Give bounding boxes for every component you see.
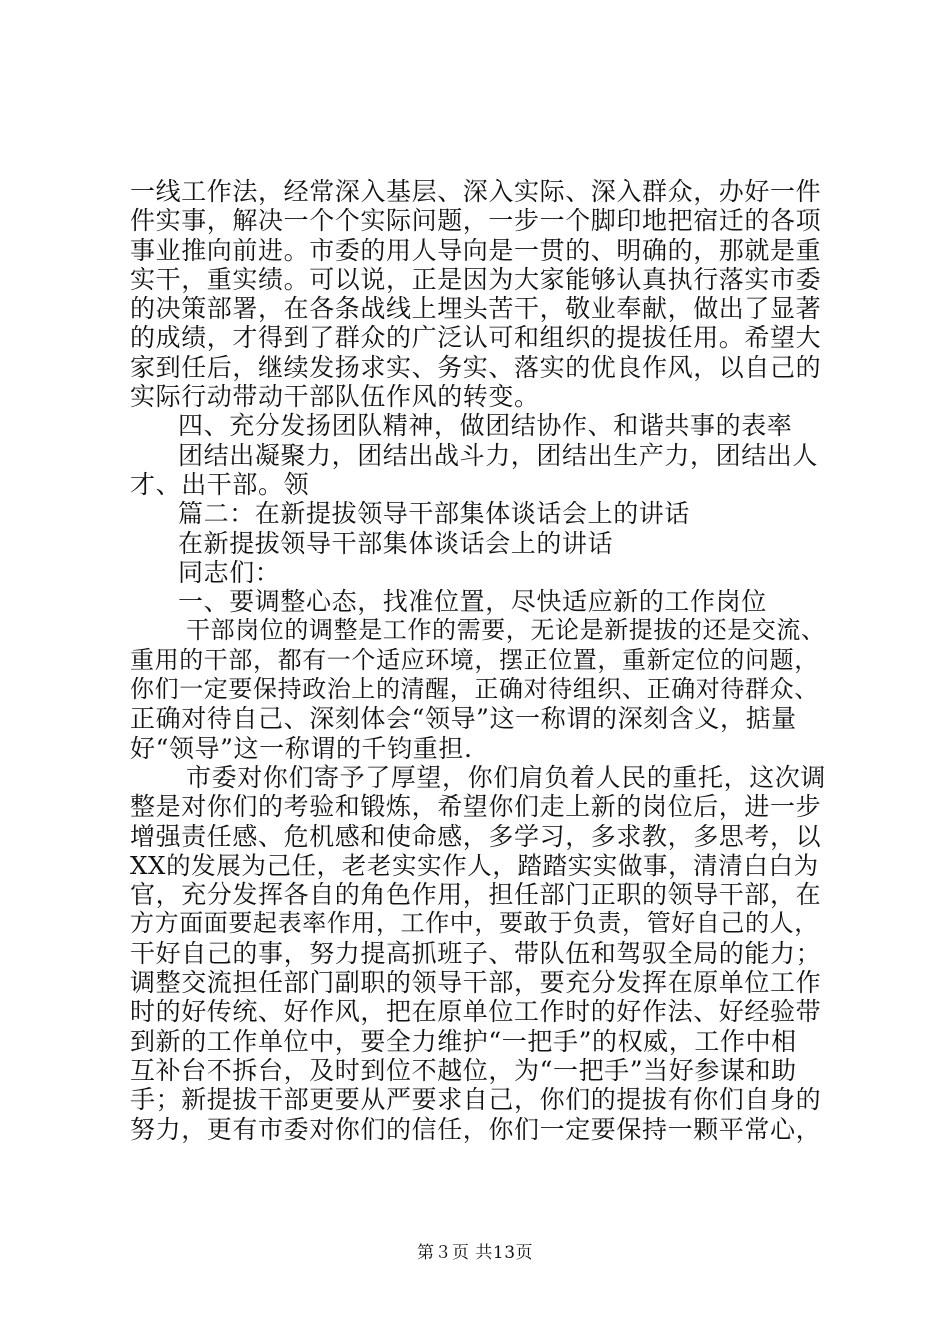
text-line: 一、要调整心态，找准位置，尽快适应新的工作岗位 bbox=[178, 587, 767, 617]
text-line: 市委对你们寄予了厚望，你们肩负着人民的重托，这次调 bbox=[186, 762, 827, 792]
text-line: 整是对你们的考验和锻炼，希望你们走上新的岗位后，进一步 bbox=[130, 792, 822, 822]
text-line: 官，充分发挥各自的角色作用，担任部门正职的领导干部，在 bbox=[130, 880, 822, 910]
text-line: 篇二：在新提拔领导干部集体谈话会上的讲话 bbox=[178, 499, 691, 529]
text-line: 增强责任感、危机感和使命感，多学习，多求教，多思考，以 bbox=[130, 821, 822, 851]
text-line: 调整交流担任部门副职的领导干部，要充分发挥在原单位工作 bbox=[130, 968, 822, 998]
text-line: 努力，更有市委对你们的信任，你们一定要保持一颗平常心， bbox=[130, 1114, 822, 1144]
text-line: 事业推向前进。市委的用人导向是一贯的、明确的，那就是重 bbox=[130, 235, 822, 265]
text-line: 实干，重实绩。可以说，正是因为大家能够认真执行落实市委 bbox=[130, 264, 822, 294]
text-line: 手；新提拔干部更要从严要求自己，你们的提拔有你们自身的 bbox=[130, 1085, 822, 1115]
text-line: 团结出凝聚力，团结出战斗力，团结出生产力，团结出人 bbox=[178, 440, 819, 470]
text-line: 四、充分发扬团队精神，做团结协作、和谐共事的表率 bbox=[178, 411, 793, 441]
text-line: 干好自己的事，努力提高抓班子、带队伍和驾驭全局的能力； bbox=[130, 938, 822, 968]
text-line: 互补台不拆台，及时到位不越位，为“一把手”当好参谋和助 bbox=[130, 1055, 797, 1085]
text-line: 干部岗位的调整是工作的需要，无论是新提拔的还是交流、 bbox=[186, 616, 826, 645]
document-body bbox=[130, 177, 830, 1144]
page-number-footer: 第３页 共13页 bbox=[416, 1243, 534, 1263]
text-line: 正确对待自己、深刻体会“领导”这一称谓的深刻含义，掂量 bbox=[130, 704, 797, 734]
text-line: 到新的工作单位中，要全力维护“一把手”的权威，工作中相 bbox=[130, 1026, 797, 1056]
text-line: 的决策部署，在各条战线上埋头苦干，敬业奉献，做出了显著 bbox=[130, 294, 822, 324]
text-line: 实际行动带动干部队伍作风的转变。 bbox=[130, 382, 540, 412]
text-line: 件实事，解决一个个实际问题，一步一个脚印地把宿迁的各项 bbox=[130, 206, 822, 236]
text-line: 时的好传统、好作风，把在原单位工作时的好作法、好经验带 bbox=[130, 997, 822, 1027]
text-line: XX的发展为己任，老老实实作人，踏踏实实做事，清清白白为 bbox=[130, 850, 819, 880]
text-line: 方方面面要起表率作用，工作中，要敢于负责，管好自己的人， bbox=[130, 909, 819, 938]
text-line: 在新提拔领导干部集体谈话会上的讲话 bbox=[178, 528, 614, 558]
text-line: 你们一定要保持政治上的清醒，正确对待组织、正确对待群众、 bbox=[130, 675, 819, 704]
text-line: 好“领导”这一称谓的千钧重担. bbox=[130, 733, 473, 763]
text-line: 同志们： bbox=[178, 557, 281, 587]
text-line: 家到任后，继续发扬求实、务实、落实的优良作风，以自己的 bbox=[130, 352, 822, 382]
text-line: 的成绩，才得到了群众的广泛认可和组织的提拔任用。希望大 bbox=[130, 323, 822, 353]
text-line: 一线工作法，经常深入基层、深入实际、深入群众，办好一件 bbox=[130, 177, 822, 206]
text-line: 才、出干部。领 bbox=[130, 469, 310, 499]
text-line: 重用的干部，都有一个适应环境，摆正位置，重新定位的问题， bbox=[130, 645, 819, 674]
